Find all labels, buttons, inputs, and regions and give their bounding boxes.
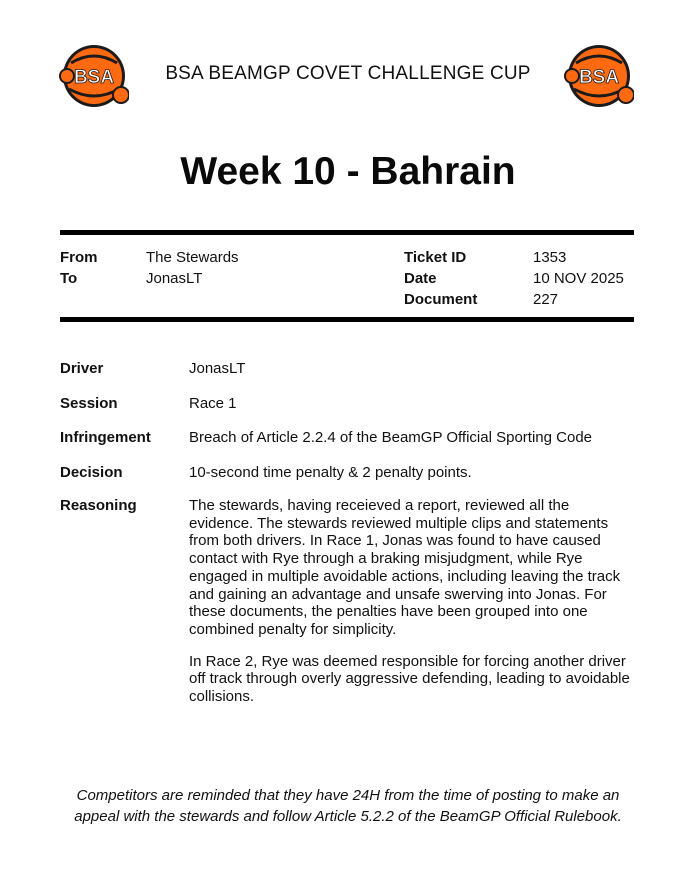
from-label: From	[60, 249, 98, 266]
from-value: The Stewards	[146, 249, 239, 266]
decision-value: 10-second time penalty & 2 penalty points.	[189, 464, 472, 481]
session-value: Race 1	[189, 395, 237, 412]
ticket-id-label: Ticket ID	[404, 249, 467, 266]
document-value: 227	[533, 291, 559, 308]
ticket-id-value: 1353	[533, 249, 567, 266]
reasoning-label: Reasoning	[60, 497, 137, 514]
reasoning-paragraph: In Race 2, Rye was deemed responsible for forcing another driver off track through overly aggressive defending, leading to avoidable collisions.	[189, 652, 630, 706]
reasoning-paragraph: The stewards, having receieved a report, reviewed all the evidence. The stewards reviewed multiple clips and statements from both drivers. In Race 1, Jonas was found to have caused contact with Rye through a braking misjudgment, while Rye engaged in multiple avoidable actions, including leaving the track and gaining an advantage and unsafe swerving into Jonas. For these documents, the penalties have been grouped into one combined penalty for simplicity.	[189, 497, 621, 638]
document-label: Document	[404, 291, 478, 308]
document-title: Week 10 - Bahrain	[180, 150, 516, 193]
org-title: BSA BEAMGP COVET CHALLENGE CUP	[165, 63, 531, 84]
date-value: 10 NOV 2025	[533, 270, 624, 287]
to-value: JonasLT	[146, 270, 203, 287]
bsa-logo-icon	[564, 43, 634, 109]
bottom-divider	[60, 317, 634, 322]
session-label: Session	[60, 395, 118, 412]
logo-text: BSA	[73, 67, 115, 88]
infringement-value: Breach of Article 2.2.4 of the BeamGP Official Sporting Code	[189, 429, 593, 446]
to-label: To	[60, 270, 78, 287]
driver-label: Driver	[60, 360, 104, 377]
date-label: Date	[404, 270, 437, 287]
logo-text: BSA	[578, 67, 620, 88]
bsa-logo-right	[564, 43, 634, 109]
decision-label: Decision	[60, 464, 123, 481]
driver-value: JonasLT	[189, 360, 246, 377]
infringement-label: Infringement	[60, 429, 151, 446]
appeal-notice: Competitors are reminded that they have 24H from the time of posting to make an appeal with the stewards and follow Article 5.2.2 of the BeamGP Official Rulebook.	[74, 787, 622, 825]
top-divider	[60, 230, 634, 235]
reasoning-text	[189, 497, 636, 720]
